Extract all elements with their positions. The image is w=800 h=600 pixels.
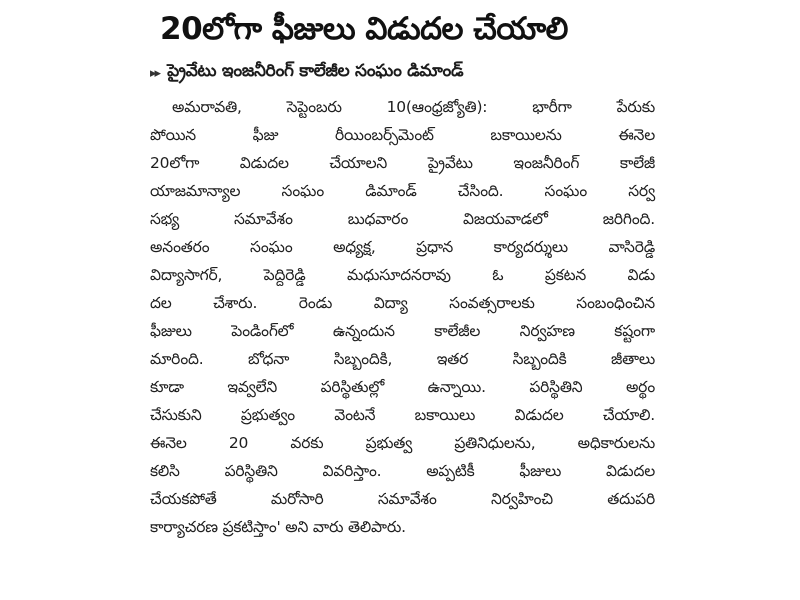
- body-line: ఫీజులు పెండింగ్‌లో ఉన్నందున కాలేజీల నిర్వహణ కష్టంగా: [150, 322, 655, 340]
- headline: 20లోగా ఫీజులు విడుదల చేయాలి: [160, 11, 568, 47]
- body-line: పోయిన ఫీజు రీయింబర్స్‌మెంట్ బకాయిలను ఈనెల: [150, 126, 655, 144]
- body-line: కలిసి పరిస్థితిని వివరిస్తాం. అప్పటికీ ఫీజులు విడుదల: [150, 462, 655, 480]
- article-body: [150, 93, 655, 541]
- body-line: యాజమాన్యాల సంఘం డిమాండ్ చేసింది. సంఘం సర్వ: [150, 182, 655, 200]
- body-line: మారింది. బోధనా సిబ్బందికి, ఇతర సిబ్బందికి జీతాలు: [150, 350, 655, 368]
- body-line: అమరావతి, సెప్టెంబరు 10(ఆంధ్రజ్యోతి): భారీగా పేరుకు: [172, 98, 655, 116]
- body-line: చేసుకుని ప్రభుత్వం వెంటనే బకాయిలు విడుదల చేయాలి.: [150, 406, 655, 424]
- subheadline-row: [150, 60, 655, 86]
- body-line: విద్యాసాగర్, పెద్దిరెడ్డి మధుసూదనరావు ఓ ప్రకటన విడు: [150, 266, 655, 284]
- body-line: కార్యాచరణ ప్రకటిస్తాం' అని వారు తెలిపారు.: [150, 518, 406, 536]
- body-line: 20లోగా విడుదల చేయాలని ప్రైవేటు ఇంజనీరింగ్ కాలేజీ: [150, 154, 655, 172]
- subheadline: ప్రైవేటు ఇంజనీరింగ్ కాలేజీల సంఘం డిమాండ్: [167, 61, 464, 81]
- body-line: ఈనెల 20 వరకు ప్రభుత్వ ప్రతినిధులను, అధికారులను: [150, 434, 655, 452]
- body-line: దల చేశారు. రెండు విద్యా సంవత్సరాలకు సంబంధించిన: [150, 294, 655, 312]
- body-line: సభ్య సమావేశం బుధవారం విజయవాడలో జరిగింది.: [150, 210, 655, 228]
- newspaper-clipping: [150, 0, 655, 600]
- body-line: అనంతరం సంఘం అధ్యక్ష, ప్రధాన కార్యదర్శులు వాసిరెడ్డి: [150, 238, 655, 256]
- body-line: చేయకపోతే మరోసారి సమావేశం నిర్వహించి తదుపరి: [150, 490, 655, 508]
- double-arrow-icon: ▸▸: [150, 65, 160, 81]
- body-line: కూడా ఇవ్వలేని పరిస్థితుల్లో ఉన్నాయి. పరిస్థితిని అర్థం: [150, 378, 655, 396]
